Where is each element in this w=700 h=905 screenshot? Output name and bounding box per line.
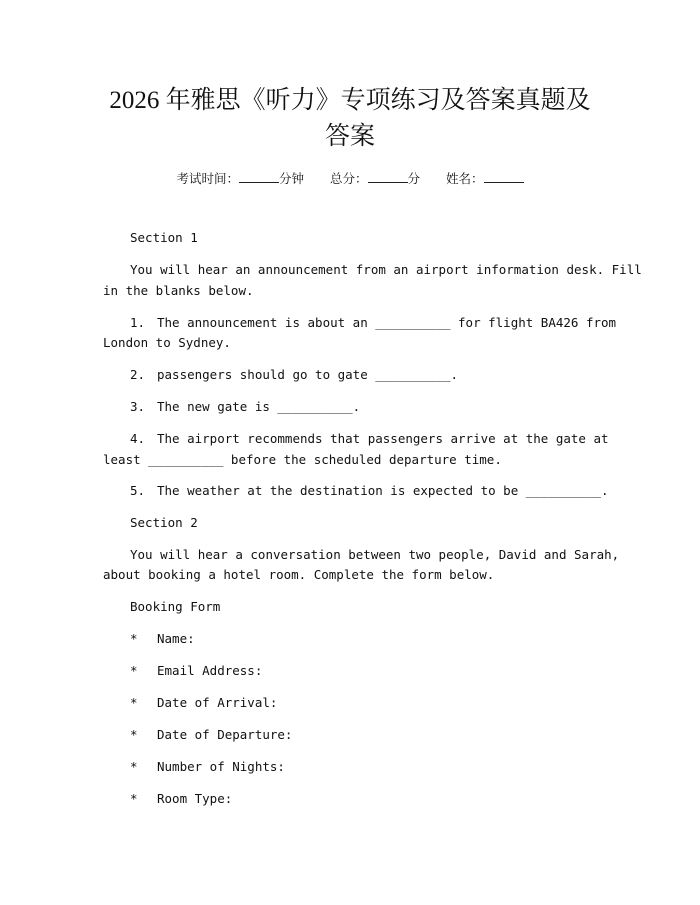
section-1-intro-line-2: in the blanks below. (103, 283, 254, 298)
time-label: 考试时间： (176, 171, 239, 186)
bullet: * (130, 727, 138, 742)
section-2-intro-line-2: about booking a hotel room. Complete the form below. (103, 567, 495, 582)
title-line-1: 2026 年雅思《听力》专项练习及答案真题及 (109, 87, 591, 114)
score-unit: 分 (407, 171, 421, 186)
booking-form-title: Booking Form (130, 599, 221, 614)
time-unit: 分钟 (278, 171, 304, 186)
question-3-number: 3. (130, 399, 146, 414)
bullet: * (130, 759, 138, 774)
question-1-line-1: The announcement is about an __________ for flight BA426 from (157, 315, 617, 330)
form-field-departure: Date of Departure: (157, 727, 293, 742)
section-1-intro-line-1: You will hear an announcement from an airport information desk. Fill (130, 262, 642, 277)
form-field-room-type: Room Type: (157, 791, 233, 806)
question-1-number: 1. (130, 315, 146, 330)
question-2-line-1: passengers should go to gate __________. (157, 367, 459, 382)
exam-meta-row (0, 170, 700, 188)
form-field-email: Email Address: (157, 663, 263, 678)
question-4-number: 4. (130, 431, 146, 446)
form-field-name: Name: (157, 631, 195, 646)
score-label: 总分： (329, 171, 368, 186)
bullet: * (130, 695, 138, 710)
question-2-number: 2. (130, 367, 146, 382)
section-2-intro-line-1: You will hear a conversation between two people, David and Sarah, (130, 547, 620, 562)
form-field-nights: Number of Nights: (157, 759, 285, 774)
time-blank (239, 170, 279, 183)
bullet: * (130, 791, 138, 806)
score-blank (368, 170, 408, 183)
section-2-heading: Section 2 (130, 515, 198, 530)
name-label: 姓名： (446, 171, 484, 186)
form-field-arrival: Date of Arrival: (157, 695, 278, 710)
question-4-line-2: least __________ before the scheduled departure time. (103, 452, 502, 467)
bullet: * (130, 631, 138, 646)
question-1-line-2: London to Sydney. (103, 335, 231, 350)
question-5-number: 5. (130, 483, 146, 498)
question-3-line-1: The new gate is __________. (157, 399, 361, 414)
question-4-line-1: The airport recommends that passengers arrive at the gate at (157, 431, 609, 446)
bullet: * (130, 663, 138, 678)
section-1-heading: Section 1 (130, 230, 198, 245)
title-line-2: 答案 (324, 123, 375, 150)
name-blank (484, 170, 524, 183)
document-title (70, 83, 630, 155)
question-5-line-1: The weather at the destination is expected to be __________. (157, 483, 609, 498)
